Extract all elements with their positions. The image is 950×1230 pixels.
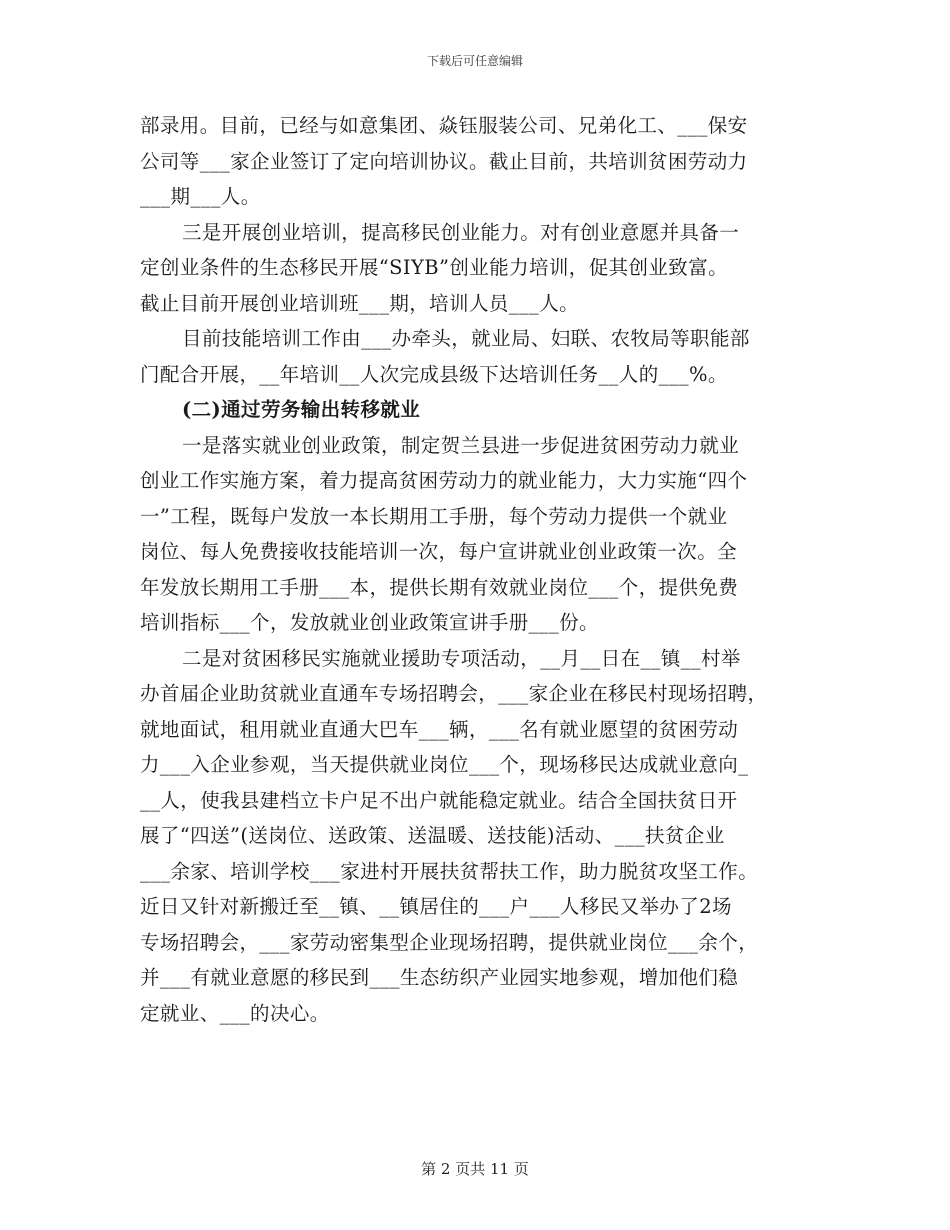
paragraph-start-line: 二是对贫困移民实施就业援助专项活动，__月__日在__镇__村举 [182, 646, 741, 670]
body-line: 力___入企业参观，当天提供就业岗位___个，现场移民达成就业意向_ [140, 753, 749, 776]
document-body [140, 108, 820, 1031]
section-heading: (二)通过劳务输出转移就业 [182, 398, 421, 421]
body-line: 并___有就业意愿的移民到___生态纺织产业园实地参观，增加他们稳 [140, 966, 739, 989]
body-line: 培训指标___个，发放就业创业政策宣讲手册___份。 [140, 611, 599, 634]
body-line: 门配合开展，__年培训__人次完成县级下达培训任务__人的___%。 [140, 362, 728, 386]
paragraph-start-line: 一是落实就业创业政策，制定贺兰县进一步促进贫困劳动力就业 [182, 433, 740, 457]
body-line: 就地面试，租用就业直通大巴车___辆，___名有就业愿望的贫困劳动 [140, 717, 739, 741]
body-line: 定就业、___的决心。 [140, 1001, 330, 1025]
body-line: 年发放长期用工手册___本，提供长期有效就业岗位___个，提供免费 [140, 575, 739, 599]
body-line: 展了“四送”(送岗位、送政策、送温暖、送技能)活动、___扶贫企业 [140, 824, 725, 847]
body-line: 专场招聘会，___家劳动密集型企业现场招聘，提供就业岗位___余个， [140, 930, 759, 954]
body-line: __人，使我县建档立卡户足不出户就能稳定就业。结合全国扶贫日开 [140, 788, 738, 812]
body-line: 创业工作实施方案，着力提高贫困劳动力的就业能力，大力实施“四个 [140, 469, 748, 492]
body-line: ___期___人。 [140, 185, 261, 208]
body-line: 岗位、每人免费接收技能培训一次，每户宣讲就业创业政策一次。全 [140, 540, 738, 563]
page-number-footer: 第 2 页共 11 页 [421, 1160, 529, 1178]
body-line: 定创业条件的生态移民开展“SIYB”创业能力培训，促其创业致富。 [140, 256, 729, 279]
body-line: ___余家、培训学校___家进村开展扶贫帮扶工作，助力脱贫攻坚工作。 [140, 859, 759, 883]
body-line: 截止目前开展创业培训班___期，培训人员___人。 [140, 291, 580, 315]
body-line: 公司等___家企业签订了定向培训协议。截止目前，共培训贫困劳动力 [140, 149, 748, 173]
body-line: 近日又针对新搬迁至__镇、__镇居住的___户___人移民又举办了2场 [140, 895, 732, 918]
body-line: 办首届企业助贫就业直通车专场招聘会，___家企业在移民村现场招聘， [140, 682, 768, 705]
body-line: 一”工程，既每户发放一本长期用工手册，每个劳动力提供一个就业 [140, 504, 728, 528]
body-line: 部录用。目前，已经与如意集团、焱钰服装公司、兄弟化工、___保安 [140, 114, 748, 137]
paragraph-start-line: 三是开展创业培训，提高移民创业能力。对有创业意愿并具备一 [182, 220, 740, 244]
paragraph-start-line: 目前技能培训工作由___办牵头，就业局、妇联、农牧局等职能部 [182, 327, 750, 350]
page-header: 下载后可任意编辑 [426, 54, 523, 68]
